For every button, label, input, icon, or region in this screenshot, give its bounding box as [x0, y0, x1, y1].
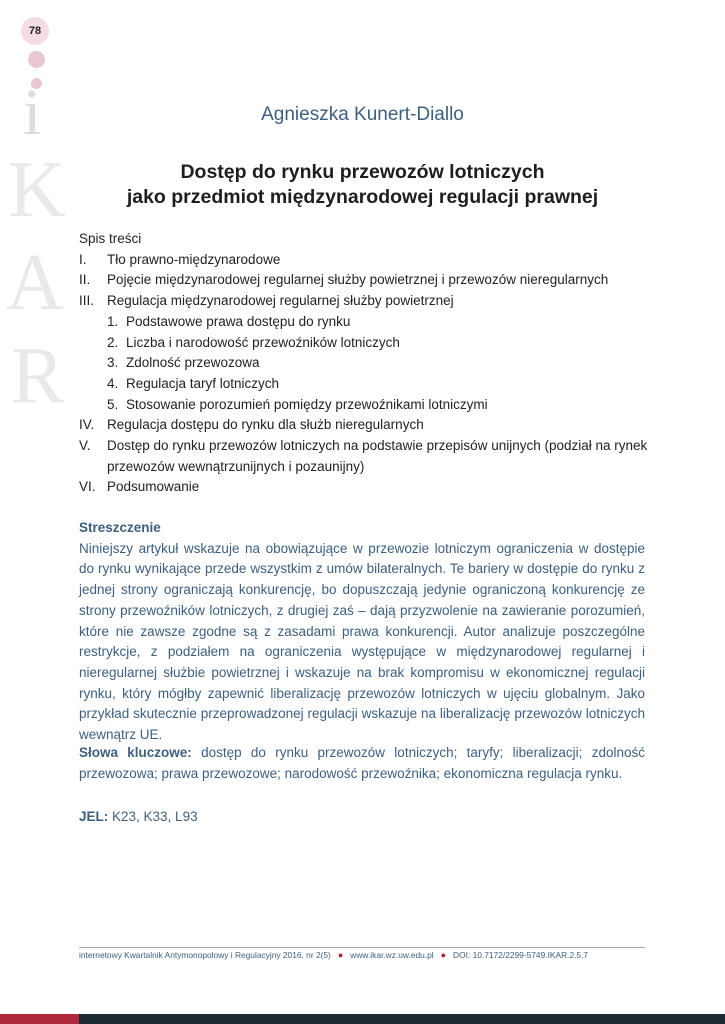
- toc-subitem-text: Podstawowe prawa dostępu do rynku: [126, 313, 351, 329]
- toc-item-text: Regulacja międzynarodowej regularnej służby powietrznej: [107, 293, 454, 309]
- toc-item: [79, 250, 649, 271]
- keywords-text: dostęp do rynku przewozów lotniczych; taryfy; liberalizacji; zdolność przewozowa; prawa przewozowe; narodowość przewoźnika; ekonomiczna regulacja rynku.: [79, 745, 645, 781]
- jel-label: JEL:: [79, 809, 109, 824]
- toc-item-text: Podsumowanie: [107, 479, 200, 495]
- toc-item: [79, 477, 649, 498]
- toc-item-text: Tło prawno-międzynarodowe: [107, 251, 281, 267]
- toc-item: [79, 415, 649, 436]
- toc-heading: Spis treści: [79, 231, 142, 246]
- footer: [79, 950, 645, 960]
- toc-subitem-number: 5.: [107, 396, 119, 412]
- jel-section: [79, 807, 198, 828]
- footer-separator-icon: ●: [440, 950, 447, 960]
- bottom-bar-accent: [0, 1014, 79, 1024]
- jel-codes: K23, K33, L93: [108, 809, 198, 824]
- toc-subitem-number: 4.: [107, 375, 119, 391]
- page-number: 78: [21, 17, 49, 45]
- title-line-2: jako przedmiot międzynarodowej regulacji prawnej: [126, 186, 599, 208]
- toc-item-text: Pojęcie międzynarodowej regularnej służby powietrznej i przewozów nieregularnych: [107, 272, 609, 288]
- article-title: [0, 160, 725, 210]
- sidebar-letter-i: i: [23, 76, 42, 149]
- keywords-label: Słowa kluczowe:: [79, 745, 192, 760]
- toc-subitem-text: Liczba i narodowość przewoźników lotniczych: [126, 334, 400, 350]
- keywords-section: [79, 743, 645, 784]
- footer-journal: internetowy Kwartalnik Antymonopolowy i Regulacyjny 2016, nr 2(5): [79, 950, 331, 960]
- toc-item: [79, 291, 649, 312]
- decorative-dot-large: [28, 51, 45, 68]
- toc-subitem: [79, 312, 649, 333]
- toc-subitem: [79, 353, 649, 374]
- footer-website-link[interactable]: www.ikar.wz.uw.edu.pl: [350, 950, 434, 960]
- toc-item-number: I.: [79, 251, 87, 267]
- abstract-heading: Streszczenie: [79, 520, 161, 535]
- footer-doi: DOI: 10.7172/2299-5749.IKAR.2.5.7: [453, 950, 589, 960]
- toc-item-number: III.: [79, 293, 95, 309]
- toc-subitem-text: Regulacja taryf lotniczych: [126, 375, 280, 391]
- bottom-bar: [0, 1014, 725, 1024]
- toc-subitem: [79, 333, 649, 354]
- abstract-body: Niniejszy artykuł wskazuje na obowiązujące w przewozie lotniczym ograniczenia w dostępie do rynku wynikające przede wszystkim z umów bilateralnych. Te bariery w dostępie do rynku z jednej strony ograniczają konkurencję, bo dopuszczają jedynie ograniczoną konkurencję ze strony przewoźników lotniczych, z drugiej zaś – dają przyzwolenie na zawieranie porozumień, które nie zawsze zgodne są z zasadami prawa konkurencji. Autor analizuje poszczególne restrykcje, z podziałem na ograniczenia występujące w międzynarodowej regularnej i nieregularnej służbie powietrznej i wskazuje na brak kompromisu w ekonomicznej regulacji rynku, który mógłby zapewnić liberalizację przewozów lotniczych w ujęciu globalnym. Jako przykład skutecznie przeprowadzonej regulacji wskazuje na liberalizację przewozów lotniczych wewnątrz UE.: [79, 540, 645, 743]
- toc-subitem: [79, 374, 649, 395]
- toc-subitem-number: 1.: [107, 313, 119, 329]
- footer-separator-icon: ●: [337, 950, 344, 960]
- sidebar-letter-k: K: [8, 146, 66, 234]
- toc-subitem-text: Stosowanie porozumień pomiędzy przewoźnikami lotniczymi: [126, 396, 488, 412]
- toc-item-number: VI.: [79, 479, 96, 495]
- toc-subitem-number: 2.: [107, 334, 119, 350]
- toc-item: [79, 436, 649, 477]
- toc-item-text: Regulacja dostępu do rynku dla służb nieregularnych: [107, 417, 424, 433]
- toc-item-number: II.: [79, 272, 91, 288]
- sidebar-letter-r: R: [11, 332, 65, 420]
- toc-subitem-number: 3.: [107, 355, 119, 371]
- toc-item-number: IV.: [79, 417, 95, 433]
- footer-divider: [79, 947, 645, 948]
- abstract-section: [79, 518, 645, 746]
- toc-item: [79, 270, 649, 291]
- toc-subitem-text: Zdolność przewozowa: [126, 355, 260, 371]
- toc-subitem: [79, 395, 649, 416]
- title-line-1: Dostęp do rynku przewozów lotniczych: [180, 161, 545, 183]
- toc-item-number: V.: [79, 438, 91, 454]
- author-name: Agnieszka Kunert-Diallo: [261, 104, 464, 125]
- table-of-contents: [79, 229, 649, 498]
- toc-item-text: Dostęp do rynku przewozów lotniczych na podstawie przepisów unijnych (podział na rynek przewozów wewnątrzunijnych i pozaunijny): [107, 438, 648, 474]
- sidebar-letter-a: A: [6, 239, 64, 327]
